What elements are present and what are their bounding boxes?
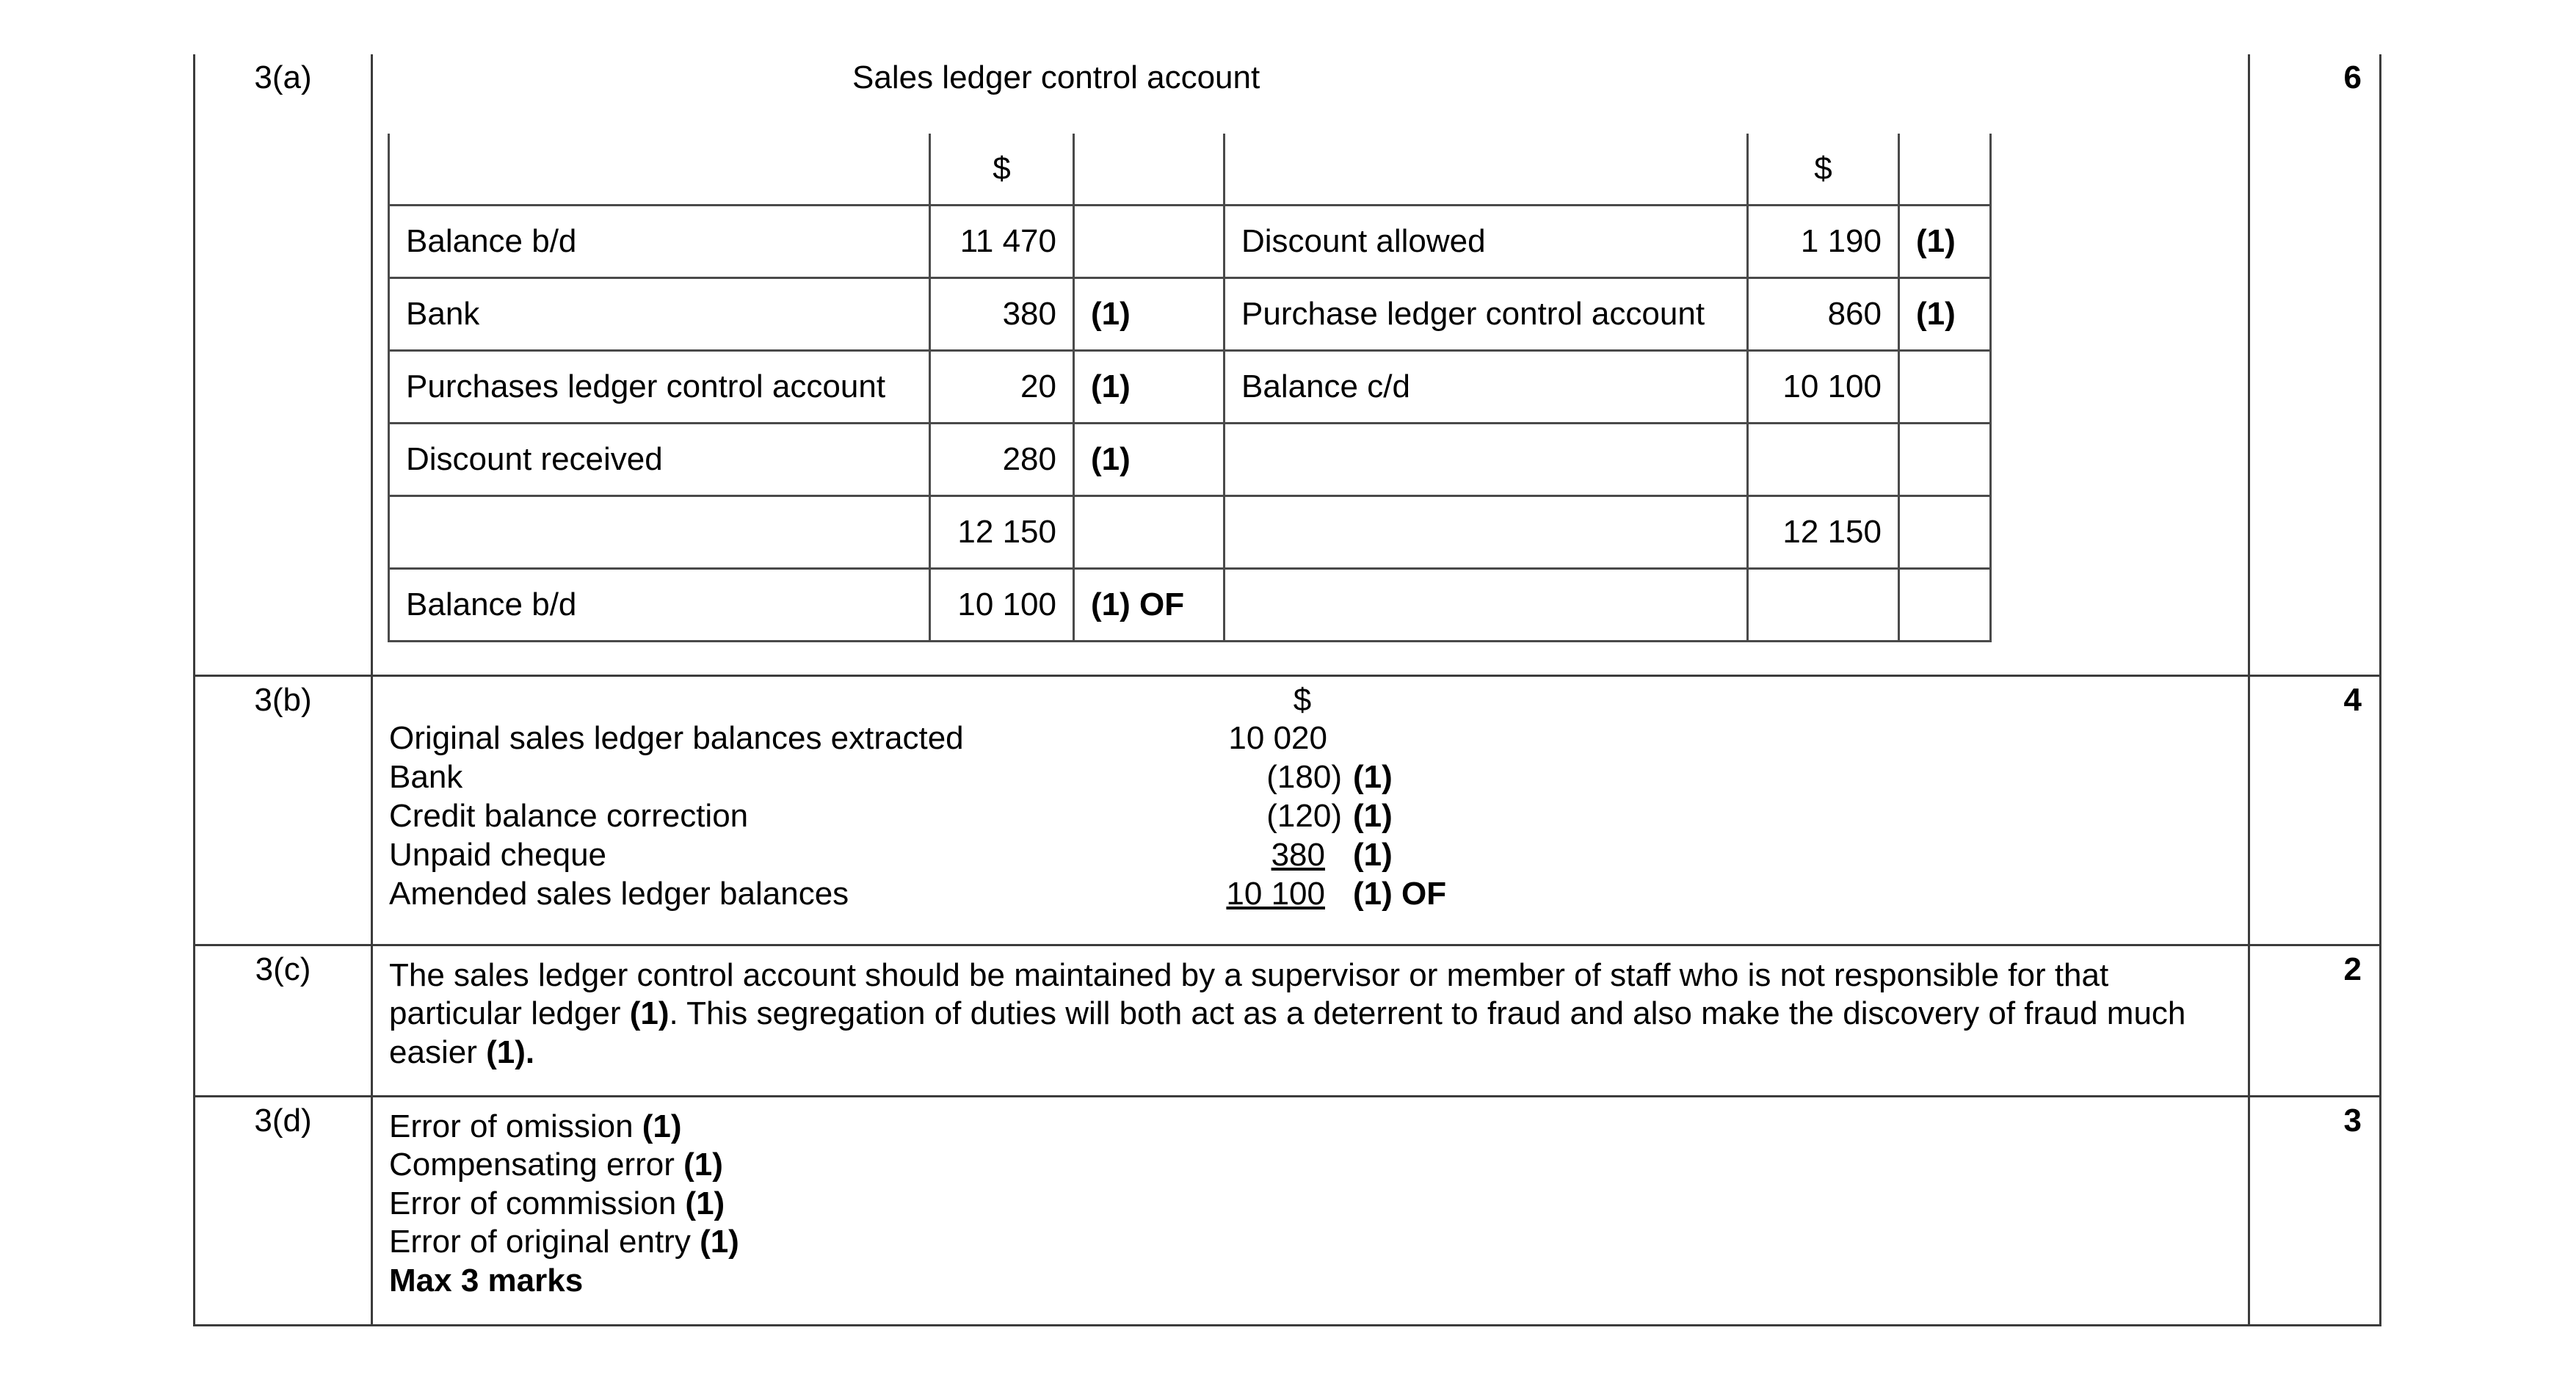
item-text: Error of omission <box>389 1108 642 1144</box>
ledger-row <box>389 424 1991 496</box>
calc-label: Credit balance correction <box>389 797 749 834</box>
credit-amount: 860 <box>1748 278 1899 351</box>
answer-text: The sales ledger control account should be maintained by a supervisor or member of staff who is not responsible for that particular ledger <box>389 956 2109 1031</box>
credit-mark: (1) <box>1899 206 1991 278</box>
calc-value: (120) <box>1266 797 1342 834</box>
debit-amount: 11 470 <box>930 206 1074 278</box>
question-number: 3(a) <box>195 54 372 675</box>
list-item <box>389 1185 2232 1224</box>
question-number: 3(c) <box>195 945 372 1096</box>
credit-amount: 10 100 <box>1748 351 1899 424</box>
ledger-title-area <box>373 54 2248 134</box>
debit-label: Discount received <box>389 424 930 496</box>
header-blank <box>1074 134 1224 206</box>
answer-cell <box>372 675 2249 945</box>
ledger-title: Sales ledger control account <box>852 59 1260 95</box>
calc-label: Unpaid cheque <box>389 836 607 873</box>
item-text: Compensating error <box>389 1147 684 1183</box>
calc-value: 10 020 <box>1228 719 1327 756</box>
answer-cell <box>372 1096 2249 1325</box>
ledger-total-row <box>389 496 1991 569</box>
debit-mark <box>1074 206 1224 278</box>
credit-label <box>1224 424 1748 496</box>
debit-amount: 10 100 <box>930 569 1074 642</box>
ledger-row <box>389 206 1991 278</box>
error-type-list <box>373 1097 2248 1301</box>
list-item <box>389 1223 2232 1262</box>
question-3b-row <box>195 675 2381 945</box>
ledger-row <box>389 278 1991 351</box>
question-3a-row <box>195 54 2381 675</box>
debit-total: 12 150 <box>930 496 1074 569</box>
currency-header-debit: $ <box>930 134 1074 206</box>
question-3c-row <box>195 945 2381 1096</box>
ledger-row <box>389 351 1991 424</box>
list-item <box>389 1146 2232 1185</box>
max-marks-note <box>389 1262 2232 1301</box>
calc-value: 380 <box>1271 836 1325 873</box>
question-number: 3(b) <box>195 675 372 945</box>
marks-value: 3 <box>2249 1096 2381 1325</box>
header-blank <box>389 134 930 206</box>
debit-label: Balance b/d <box>389 569 930 642</box>
calc-mark: (1) OF <box>1353 875 1447 912</box>
list-item <box>389 1108 2232 1147</box>
debit-mark: (1) <box>1074 278 1224 351</box>
calc-mark: (1) <box>1353 758 1393 795</box>
marks-value: 6 <box>2249 54 2381 675</box>
credit-amount: 1 190 <box>1748 206 1899 278</box>
credit-label: Balance c/d <box>1224 351 1748 424</box>
debit-mark: (1) OF <box>1074 569 1224 642</box>
calc-label: Bank <box>389 758 463 795</box>
question-3d-row <box>195 1096 2381 1325</box>
marks-value: 2 <box>2249 945 2381 1096</box>
ledger-row <box>389 569 1991 642</box>
item-text: Error of commission <box>389 1185 686 1221</box>
credit-mark <box>1899 351 1991 424</box>
mark-scheme-table <box>193 54 2381 1326</box>
credit-label <box>1224 569 1748 642</box>
item-mark: (1) <box>685 1185 725 1221</box>
item-text: Error of original entry <box>389 1224 700 1260</box>
credit-total: 12 150 <box>1748 496 1899 569</box>
credit-label: Discount allowed <box>1224 206 1748 278</box>
calc-value: (180) <box>1266 758 1342 795</box>
answer-cell <box>372 54 2249 675</box>
debit-label: Bank <box>389 278 930 351</box>
debit-mark <box>1074 496 1224 569</box>
answer-paragraph <box>373 946 2248 1072</box>
debit-amount: 20 <box>930 351 1074 424</box>
header-blank <box>1224 134 1748 206</box>
credit-label <box>1224 496 1748 569</box>
answer-mark: (1) <box>629 995 670 1031</box>
credit-label: Purchase ledger control account <box>1224 278 1748 351</box>
debit-mark: (1) <box>1074 424 1224 496</box>
answer-text: . This segregation of duties will both act as a deterrent to fraud and also make the discovery of fraud much easier <box>389 995 2186 1070</box>
credit-mark <box>1899 424 1991 496</box>
calc-label: Original sales ledger balances extracted <box>389 719 964 756</box>
calc-label: Amended sales ledger balances <box>389 875 849 912</box>
item-mark: (1) <box>683 1147 723 1183</box>
debit-label <box>389 496 930 569</box>
credit-amount <box>1748 424 1899 496</box>
calc-mark: (1) <box>1353 836 1393 873</box>
item-mark: (1) <box>700 1224 739 1260</box>
debit-label: Purchases ledger control account <box>389 351 930 424</box>
ledger-table <box>388 134 1992 642</box>
currency-header-credit: $ <box>1748 134 1899 206</box>
item-mark: (1) <box>642 1108 682 1144</box>
credit-mark <box>1899 569 1991 642</box>
currency-header: $ <box>1293 681 1312 718</box>
debit-amount: 380 <box>930 278 1074 351</box>
calc-value: 10 100 <box>1226 875 1325 912</box>
ledger-header-row <box>389 134 1991 206</box>
credit-mark: (1) <box>1899 278 1991 351</box>
debit-mark: (1) <box>1074 351 1224 424</box>
max-marks-text: Max 3 marks <box>389 1262 584 1299</box>
balances-calculation <box>373 677 2248 944</box>
debit-label: Balance b/d <box>389 206 930 278</box>
debit-amount: 280 <box>930 424 1074 496</box>
question-number: 3(d) <box>195 1096 372 1325</box>
credit-mark <box>1899 496 1991 569</box>
marks-value: 4 <box>2249 675 2381 945</box>
header-blank <box>1899 134 1991 206</box>
calc-mark: (1) <box>1353 797 1393 834</box>
credit-amount <box>1748 569 1899 642</box>
answer-mark: (1). <box>486 1034 535 1070</box>
answer-cell <box>372 945 2249 1096</box>
